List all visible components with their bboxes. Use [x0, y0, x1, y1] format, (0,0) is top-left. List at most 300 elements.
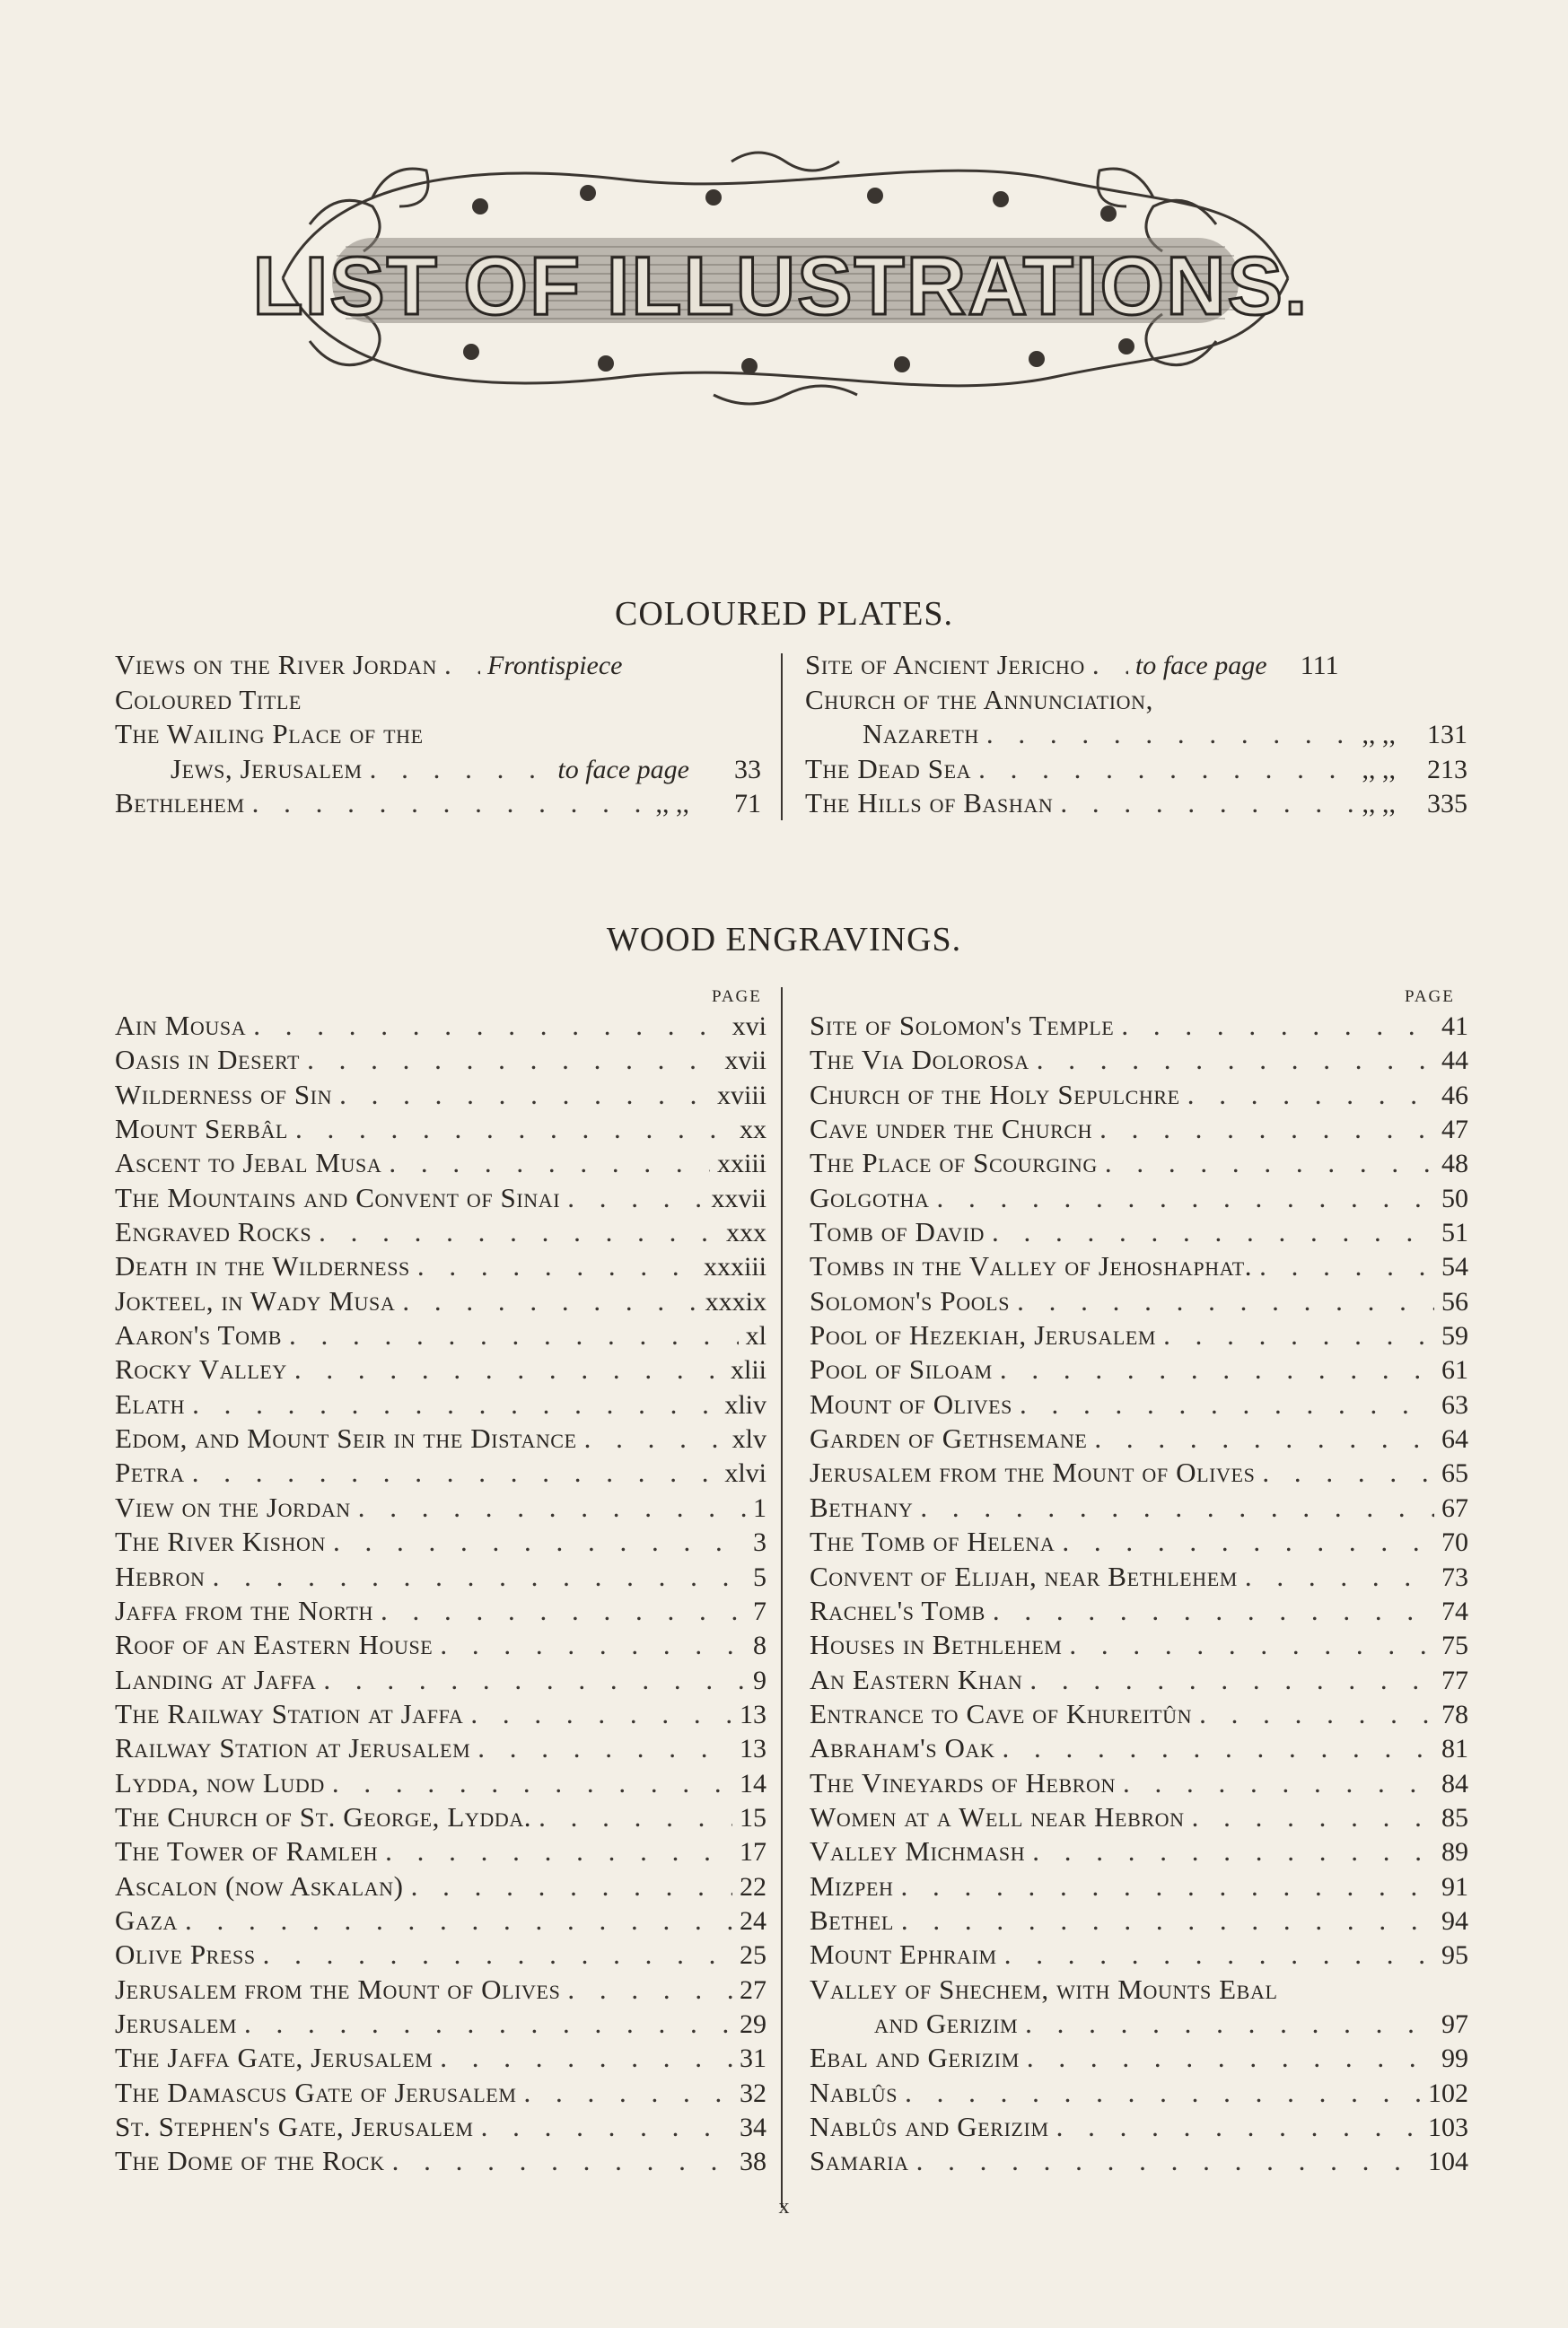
leader-dots — [470, 1698, 732, 1730]
engraving-title: Ascalon (now Askalan) — [115, 1869, 404, 1902]
engraving-title: The Tomb of Helena — [810, 1526, 1056, 1558]
leader-dots — [1123, 1767, 1434, 1799]
wood-engravings-left-column — [115, 1010, 766, 2180]
engraving-page: 104 — [1428, 2147, 1468, 2177]
engraving-title: Houses in Bethlehem — [810, 1629, 1063, 1661]
engraving-title: The Vineyards of Hebron — [810, 1766, 1116, 1799]
engraving-page: 81 — [1441, 1734, 1468, 1764]
plate-page: 213 — [1427, 754, 1467, 784]
page-column-label: PAGE — [712, 987, 762, 1006]
engraving-title: The Tower of Ramleh — [115, 1835, 379, 1868]
engraving-page: 70 — [1441, 1527, 1468, 1558]
engraving-page: xvii — [724, 1046, 766, 1076]
list-item — [115, 753, 761, 788]
leader-dots — [1017, 1285, 1434, 1317]
plate-title: Church of the Annunciation, — [805, 683, 1153, 715]
leader-dots — [1192, 1801, 1434, 1834]
list-item — [810, 2111, 1468, 2145]
list-item — [115, 2077, 766, 2111]
ditto-marks: ,, ,, — [1362, 789, 1396, 818]
list-item — [810, 1113, 1468, 1147]
leader-dots — [1032, 1835, 1434, 1868]
leader-dots — [294, 1353, 723, 1386]
engraving-title: The Dome of the Rock — [115, 2145, 385, 2177]
engraving-page: 34 — [740, 2113, 766, 2142]
list-item — [810, 1010, 1468, 1044]
engraving-page: 102 — [1428, 2078, 1468, 2108]
leader-dots — [358, 1492, 746, 1524]
engraving-title: An Eastern Khan — [810, 1663, 1023, 1695]
list-item — [805, 718, 1467, 753]
plate-title: Jews, Jerusalem — [171, 752, 363, 784]
engraving-title: Women at a Well near Hebron — [810, 1800, 1185, 1833]
engraving-page: 97 — [1441, 2009, 1468, 2039]
leader-dots — [920, 1492, 1434, 1524]
engraving-title: Site of Solomon's Temple — [810, 1010, 1115, 1041]
ditto-marks: ,, ,, — [1362, 720, 1396, 749]
face-page-label: to face page — [557, 754, 689, 784]
engraving-title: Ascent to Jebal Musa — [115, 1147, 382, 1179]
leader-dots — [385, 1835, 732, 1868]
engraving-page: 3 — [753, 1527, 766, 1558]
list-item — [810, 1079, 1468, 1113]
list-item — [810, 1285, 1468, 1319]
engraving-page: 5 — [753, 1562, 766, 1592]
leader-dots — [905, 2077, 1421, 2109]
engraving-page: 73 — [1441, 1562, 1468, 1592]
plate-title: The Wailing Place of the — [115, 718, 424, 749]
engraving-title: Mount Serbâl — [115, 1113, 288, 1145]
engraving-page: 47 — [1441, 1115, 1468, 1145]
plate-title: The Dead Sea — [805, 752, 972, 784]
leader-dots — [1027, 2042, 1434, 2074]
engraving-page: xxvii — [711, 1183, 766, 1213]
engraving-title: Engraved Rocks — [115, 1216, 312, 1248]
engraving-title: The Church of St. George, Lydda. — [115, 1800, 532, 1833]
engraving-title: Church of the Holy Sepulchre — [810, 1078, 1180, 1110]
list-item — [810, 1526, 1468, 1560]
list-item — [115, 1664, 766, 1698]
engraving-page: 29 — [740, 2009, 766, 2039]
engraving-title: Nablûs and Gerizim — [810, 2111, 1049, 2142]
leader-dots — [992, 1216, 1434, 1248]
list-item — [810, 1388, 1468, 1422]
leader-dots — [1187, 1079, 1434, 1111]
list-item — [115, 1801, 766, 1835]
list-item — [115, 2042, 766, 2076]
leader-dots — [417, 1250, 696, 1282]
leader-dots — [1025, 2008, 1434, 2040]
list-item — [115, 1147, 766, 1181]
list-item — [115, 1388, 766, 1422]
list-item — [115, 1698, 766, 1732]
list-item — [810, 1664, 1468, 1698]
engraving-page: xviii — [716, 1080, 766, 1110]
engraving-page: 41 — [1441, 1011, 1468, 1041]
leader-dots — [1020, 1388, 1434, 1421]
engraving-page: 65 — [1441, 1458, 1468, 1489]
engraving-title: View on the Jordan — [115, 1491, 351, 1523]
engraving-page: 61 — [1441, 1355, 1468, 1386]
engraving-page: 95 — [1441, 1940, 1468, 1971]
engraving-page: 25 — [740, 1940, 766, 1971]
list-item — [115, 787, 761, 822]
engraving-title: Nablûs — [810, 2076, 898, 2108]
coloured-plates-heading: COLOURED PLATES. — [614, 595, 954, 633]
list-item — [810, 1870, 1468, 1904]
coloured-plates-right-column — [805, 649, 1467, 822]
list-item — [810, 2145, 1468, 2179]
list-item — [810, 2008, 1468, 2042]
list-item — [810, 1044, 1468, 1078]
leader-dots — [440, 1629, 746, 1661]
leader-dots — [333, 1526, 746, 1558]
leader-dots — [1062, 1526, 1434, 1558]
list-item — [810, 1698, 1468, 1732]
engraving-title: Wilderness of Sin — [115, 1078, 333, 1110]
list-item — [810, 1974, 1468, 2008]
leader-dots — [1004, 1939, 1434, 1971]
engraving-title: Entrance to Cave of Khureitûn — [810, 1697, 1193, 1729]
engraving-page: 14 — [740, 1768, 766, 1799]
engraving-title: Aaron's Tomb — [115, 1319, 282, 1352]
engraving-title: Pool of Siloam — [810, 1353, 993, 1386]
engraving-title: Jerusalem from the Mount of Olives — [810, 1457, 1256, 1489]
list-item — [115, 2008, 766, 2042]
engraving-title: Samaria — [810, 2145, 909, 2177]
engraving-page: 54 — [1441, 1252, 1468, 1282]
engraving-title: Jerusalem from the Mount of Olives — [115, 1973, 561, 2005]
engraving-title: Ebal and Gerizim — [810, 2042, 1020, 2074]
leader-dots — [244, 2008, 732, 2040]
leader-dots — [1199, 1698, 1434, 1730]
list-item — [810, 2077, 1468, 2111]
engraving-page: 7 — [753, 1596, 766, 1626]
leader-dots — [389, 1147, 710, 1179]
list-item — [115, 718, 761, 753]
list-item — [115, 1113, 766, 1147]
leader-dots — [392, 2145, 732, 2177]
list-item — [115, 1732, 766, 1766]
engraving-page: 48 — [1441, 1149, 1468, 1179]
list-item — [805, 753, 1467, 788]
engraving-title: Bethany — [810, 1491, 914, 1523]
list-item — [115, 1835, 766, 1869]
engraving-title: Petra — [115, 1457, 185, 1489]
engraving-title: Jerusalem — [115, 2007, 238, 2039]
list-item — [810, 1732, 1468, 1766]
plate-title: Bethlehem — [115, 787, 245, 818]
leader-dots — [253, 1010, 724, 1042]
engraving-title: The River Kishon — [115, 1526, 326, 1558]
list-item — [810, 1250, 1468, 1284]
engraving-page: 56 — [1441, 1286, 1468, 1317]
list-item — [805, 787, 1467, 822]
leader-dots — [539, 1801, 732, 1834]
list-item — [810, 2042, 1468, 2076]
plate-title: Coloured Title — [115, 683, 302, 715]
engraving-title: The Damascus Gate of Jerusalem — [115, 2076, 517, 2108]
list-item — [115, 1974, 766, 2008]
engraving-title: The Via Dolorosa — [810, 1044, 1029, 1076]
list-item — [115, 1182, 766, 1216]
list-item — [115, 1526, 766, 1560]
list-item — [115, 1079, 766, 1113]
leader-dots — [993, 1595, 1434, 1627]
list-item — [810, 1561, 1468, 1595]
list-item — [115, 1044, 766, 1078]
leader-dots — [1000, 1353, 1434, 1386]
wood-engravings-right-column — [810, 1010, 1468, 2180]
engraving-page: 32 — [740, 2078, 766, 2108]
engraving-page: 85 — [1441, 1802, 1468, 1833]
leader-dots — [339, 1079, 710, 1111]
leader-dots — [1056, 2111, 1421, 2143]
list-item — [115, 1561, 766, 1595]
engraving-title: Abraham's Oak — [810, 1732, 995, 1764]
engraving-title: Mount of Olives — [810, 1387, 1013, 1420]
plate-page: 131 — [1427, 720, 1467, 749]
list-item — [115, 684, 761, 719]
engraving-title: Hebron — [115, 1560, 206, 1592]
leader-dots — [1069, 1629, 1434, 1661]
list-item — [810, 1147, 1468, 1181]
engraving-page: 63 — [1441, 1389, 1468, 1420]
engraving-page: xvi — [731, 1011, 766, 1041]
engraving-page: xxxiii — [703, 1252, 766, 1282]
engraving-title: Rocky Valley — [115, 1353, 287, 1386]
leader-dots — [1121, 1010, 1434, 1042]
list-item — [115, 1939, 766, 1973]
leader-dots — [323, 1664, 746, 1696]
leader-dots — [567, 1182, 704, 1214]
engraving-page: 77 — [1441, 1665, 1468, 1695]
engraving-page: 8 — [753, 1631, 766, 1661]
list-item — [810, 1801, 1468, 1835]
list-item — [810, 1767, 1468, 1801]
engraving-page: 91 — [1441, 1871, 1468, 1902]
engraving-title: Elath — [115, 1387, 186, 1420]
leader-dots — [901, 1870, 1435, 1903]
plate-page: 33 — [734, 754, 761, 784]
engraving-title: Tomb of David — [810, 1216, 985, 1248]
list-item — [115, 1422, 766, 1457]
list-item — [810, 1319, 1468, 1353]
engraving-page: xxx — [726, 1218, 766, 1248]
leader-dots — [1029, 1664, 1434, 1696]
leader-dots — [307, 1044, 717, 1076]
leader-dots — [901, 1904, 1434, 1937]
list-item — [115, 1457, 766, 1491]
engraving-page: xl — [745, 1321, 766, 1352]
engraving-page: xlii — [730, 1355, 766, 1386]
list-item — [810, 1216, 1468, 1250]
engraving-title: Death in the Wilderness — [115, 1250, 410, 1282]
ditto-marks: ,, ,, — [655, 789, 689, 818]
list-item — [810, 1904, 1468, 1939]
leader-dots — [481, 2111, 732, 2143]
list-item — [115, 1250, 766, 1284]
leader-dots — [1094, 1422, 1434, 1455]
engraving-page: 67 — [1441, 1492, 1468, 1523]
list-item — [810, 1353, 1468, 1387]
engraving-title: Garden of Gethsemane — [810, 1422, 1088, 1455]
engraving-title: Pool of Hezekiah, Jerusalem — [810, 1319, 1157, 1352]
list-item — [810, 1182, 1468, 1216]
engraving-title: Olive Press — [115, 1939, 256, 1971]
leader-dots — [1262, 1457, 1434, 1489]
list-item — [810, 1595, 1468, 1629]
leader-dots — [477, 1732, 732, 1764]
engraving-page: 24 — [740, 1905, 766, 1936]
plate-page: 335 — [1427, 789, 1467, 818]
engraving-page: 94 — [1441, 1905, 1468, 1936]
list-item — [810, 1492, 1468, 1526]
leader-dots — [1105, 1147, 1434, 1179]
list-item — [115, 1629, 766, 1663]
list-item — [810, 1835, 1468, 1869]
engraving-title: The Railway Station at Jaffa — [115, 1697, 464, 1729]
engraving-title: Jokteel, in Wady Musa — [115, 1284, 396, 1317]
leader-dots — [402, 1285, 697, 1317]
engraving-title: Cave under the Church — [810, 1113, 1093, 1145]
leader-dots — [319, 1216, 719, 1248]
plate-page: 111 — [1300, 651, 1339, 680]
list-item — [805, 684, 1467, 719]
list-item — [115, 1492, 766, 1526]
leader-dots — [289, 1319, 739, 1352]
engraving-title: St. Stephen's Gate, Jerusalem — [115, 2111, 474, 2142]
engraving-title: Valley Michmash — [810, 1835, 1026, 1868]
engraving-title: Mount Ephraim — [810, 1939, 997, 1971]
leader-dots — [185, 1904, 732, 1937]
leader-dots — [1003, 1732, 1435, 1764]
engraving-title: Bethel — [810, 1904, 894, 1936]
leader-dots — [295, 1113, 732, 1145]
engraving-title: Ain Mousa — [115, 1010, 247, 1041]
wood-engravings-heading: WOOD ENGRAVINGS. — [606, 921, 962, 958]
plate-title: Site of Ancient Jericho — [805, 649, 1085, 680]
plate-title: The Hills of Bashan — [805, 787, 1054, 818]
engraving-title: Gaza — [115, 1904, 179, 1936]
leader-dots — [192, 1457, 718, 1489]
leader-dots — [1099, 1113, 1434, 1145]
list-item — [115, 1595, 766, 1629]
leader-dots — [1245, 1561, 1434, 1593]
leader-dots — [523, 2077, 732, 2109]
leader-dots — [937, 1182, 1434, 1214]
leader-dots — [440, 2042, 732, 2074]
list-item — [805, 649, 1467, 684]
engraving-title: Jaffa from the North — [115, 1594, 374, 1626]
engraving-page: xxiii — [716, 1149, 766, 1179]
face-page-label: to face page — [1134, 651, 1267, 680]
engraving-page: 59 — [1441, 1321, 1468, 1352]
list-item — [115, 1285, 766, 1319]
plate-title: Nazareth — [863, 718, 979, 749]
engraving-page: 89 — [1441, 1837, 1468, 1868]
page-number: x — [778, 2195, 790, 2219]
engraving-title: Lydda, now Ludd — [115, 1766, 325, 1799]
engraving-title: Convent of Elijah, near Bethlehem — [810, 1560, 1238, 1592]
engraving-page: 78 — [1441, 1699, 1468, 1729]
leader-dots — [1259, 1250, 1434, 1282]
engraving-page: 13 — [740, 1734, 766, 1764]
plate-page: Frontispiece — [486, 651, 623, 680]
page-column-label: PAGE — [1405, 987, 1455, 1006]
list-item — [115, 649, 761, 684]
plate-title: Views on the River Jordan — [115, 649, 437, 680]
engraving-page: 74 — [1441, 1596, 1468, 1626]
ditto-marks: ,, ,, — [1362, 754, 1396, 784]
engraving-page: 1 — [753, 1492, 766, 1523]
leader-dots — [1163, 1319, 1434, 1352]
leader-dots — [213, 1561, 746, 1593]
leader-dots — [263, 1939, 732, 1971]
plate-page: 71 — [734, 789, 761, 818]
leader-dots — [584, 1422, 725, 1455]
engraving-title: The Place of Scourging — [810, 1147, 1098, 1179]
list-item — [115, 2111, 766, 2145]
leader-dots — [916, 2145, 1421, 2177]
engraving-page: xlv — [731, 1424, 766, 1455]
leader-dots — [332, 1767, 732, 1799]
engraving-page: 44 — [1441, 1046, 1468, 1076]
engraving-page: xxxix — [705, 1286, 766, 1317]
engraving-page: 99 — [1441, 2044, 1468, 2074]
engraving-page: 13 — [740, 1699, 766, 1729]
engraving-page: 64 — [1441, 1424, 1468, 1455]
engraving-page: 22 — [740, 1871, 766, 1902]
engraving-page: 15 — [740, 1802, 766, 1833]
column-divider — [781, 987, 783, 2208]
leader-dots — [1037, 1044, 1434, 1076]
engraving-title: Rachel's Tomb — [810, 1594, 985, 1626]
engraving-title: Railway Station at Jerusalem — [115, 1732, 471, 1764]
engraving-title: Landing at Jaffa — [115, 1663, 317, 1695]
engraving-title: Edom, and Mount Seir in the Distance — [115, 1422, 577, 1455]
engraving-page: 75 — [1441, 1631, 1468, 1661]
list-item — [810, 1939, 1468, 1973]
engraving-page: 38 — [740, 2147, 766, 2177]
engraving-page: 9 — [753, 1665, 766, 1695]
engraving-page: xliv — [724, 1389, 766, 1420]
engraving-page: 50 — [1441, 1183, 1468, 1213]
leader-dots — [567, 1974, 732, 2006]
engraving-title: Mizpeh — [810, 1869, 894, 1902]
list-item — [115, 1353, 766, 1387]
engraving-title: Oasis in Desert — [115, 1044, 301, 1076]
list-item — [115, 1010, 766, 1044]
engraving-title: Golgotha — [810, 1181, 930, 1213]
engraving-page: 27 — [740, 1974, 766, 2005]
engraving-title: The Jaffa Gate, Jerusalem — [115, 2042, 434, 2074]
engraving-page: 46 — [1441, 1080, 1468, 1110]
engraving-title: Tombs in the Valley of Jehoshaphat. — [810, 1250, 1253, 1282]
engraving-title: Roof of an Eastern House — [115, 1629, 434, 1661]
leader-dots — [192, 1388, 717, 1421]
coloured-plates-left-column — [115, 649, 761, 822]
list-item — [810, 1422, 1468, 1457]
ornamental-title-banner — [247, 144, 1315, 413]
leader-dots — [381, 1595, 746, 1627]
engraving-title: Valley of Shechem, with Mounts Ebal — [810, 1973, 1278, 2005]
list-item — [115, 2145, 766, 2179]
list-item — [115, 1767, 766, 1801]
list-item — [115, 1216, 766, 1250]
engraving-title: and Gerizim — [874, 2007, 1019, 2039]
engraving-title: The Mountains and Convent of Sinai — [115, 1181, 561, 1213]
